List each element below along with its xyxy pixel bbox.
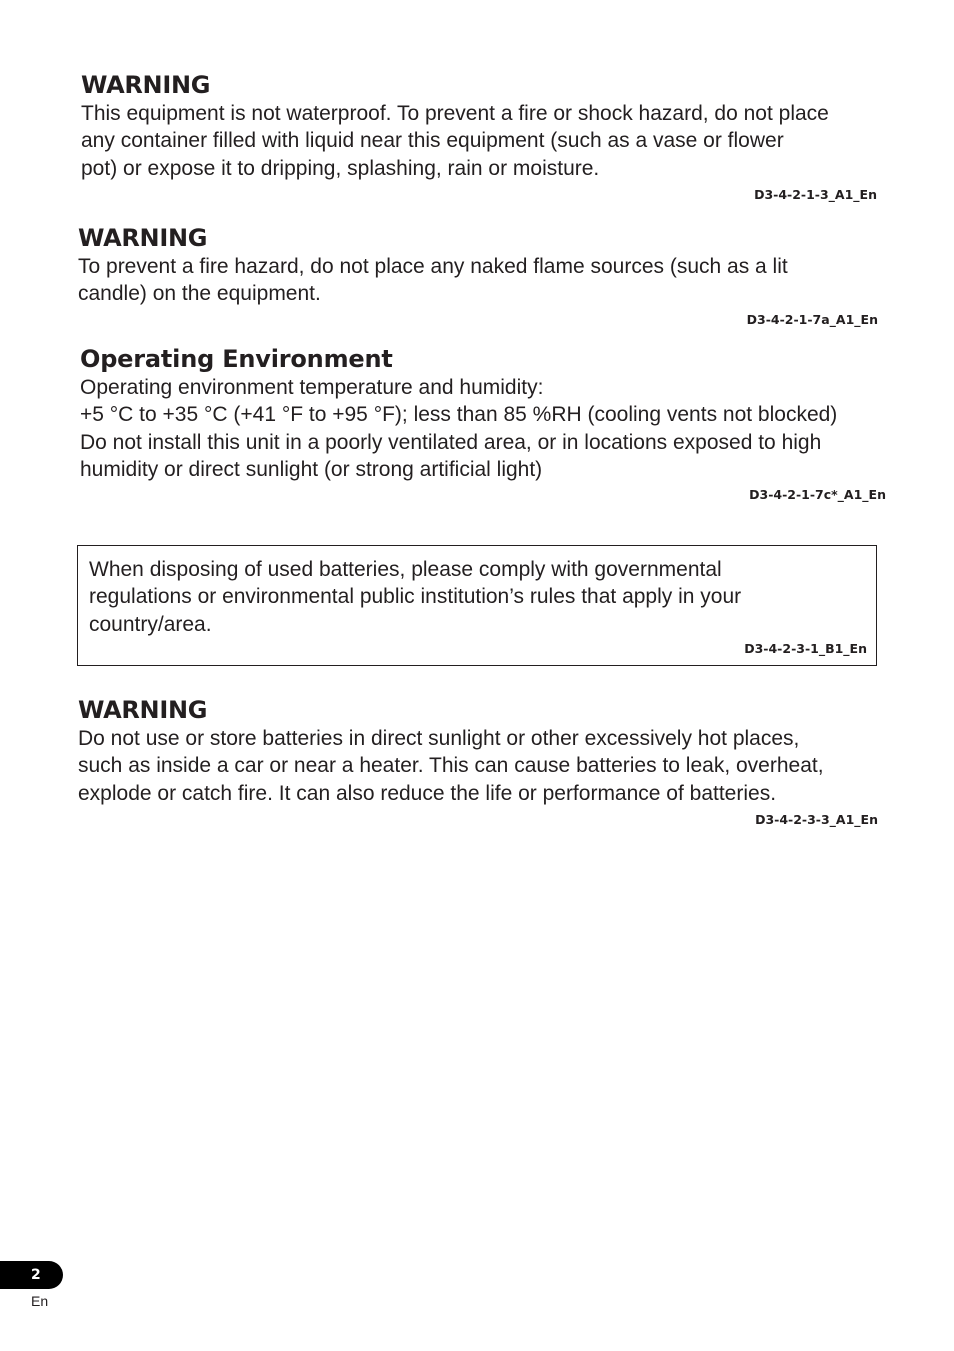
body-line: explode or catch fire. It can also reduce the life or performance of batteries. <box>78 781 777 805</box>
document-code: D3-4-2-3-3_A1_En <box>755 812 878 827</box>
body-line: any container filled with liquid near this equipment (such as a vase or flower <box>81 129 784 153</box>
warning-flame-section <box>78 223 878 333</box>
body-line: regulations or environmental public institution’s rules that apply in your <box>89 585 742 609</box>
language-label: En <box>31 1293 49 1309</box>
battery-disposal-box <box>77 545 877 666</box>
document-code: D3-4-2-3-1_B1_En <box>744 641 867 656</box>
operating-environment-section <box>80 344 886 509</box>
body-line: humidity or direct sunlight (or strong artificial light) <box>80 457 543 481</box>
page-number: 2 <box>31 1267 41 1283</box>
document-code: D3-4-2-1-7a_A1_En <box>746 312 878 327</box>
page-number-tab <box>0 1261 63 1289</box>
body-line: candle) on the equipment. <box>78 282 321 306</box>
body-line: Do not use or store batteries in direct sunlight or other excessively hot places, <box>78 727 800 750</box>
warning-waterproof-section <box>81 70 877 210</box>
document-code: D3-4-2-1-3_A1_En <box>754 187 877 202</box>
body-line: Operating environment temperature and humidity: <box>80 376 544 399</box>
body-line: When disposing of used batteries, please comply with governmental <box>89 558 722 581</box>
document-code: D3-4-2-1-7c*_A1_En <box>749 487 886 502</box>
body-line: such as inside a car or near a heater. This can cause batteries to leak, overheat, <box>78 754 824 778</box>
warning-batteries-section <box>78 695 878 835</box>
body-line: +5 °C to +35 °C (+41 °F to +95 °F); less than 85 %RH (cooling vents not blocked) <box>80 403 838 427</box>
warning-heading: WARNING <box>78 224 208 252</box>
battery-disposal-text <box>89 556 869 638</box>
body-line: Do not install this unit in a poorly ventilated area, or in locations exposed to high <box>80 430 822 454</box>
body-line: pot) or expose it to dripping, splashing, rain or moisture. <box>81 156 600 180</box>
warning-heading: WARNING <box>78 696 208 724</box>
operating-environment-heading: Operating Environment <box>80 345 393 373</box>
warning-heading: WARNING <box>81 71 211 99</box>
body-line: This equipment is not waterproof. To prevent a fire or shock hazard, do not place <box>81 102 829 125</box>
body-line: To prevent a fire hazard, do not place any naked flame sources (such as a lit <box>78 255 788 278</box>
body-line: country/area. <box>89 612 212 636</box>
